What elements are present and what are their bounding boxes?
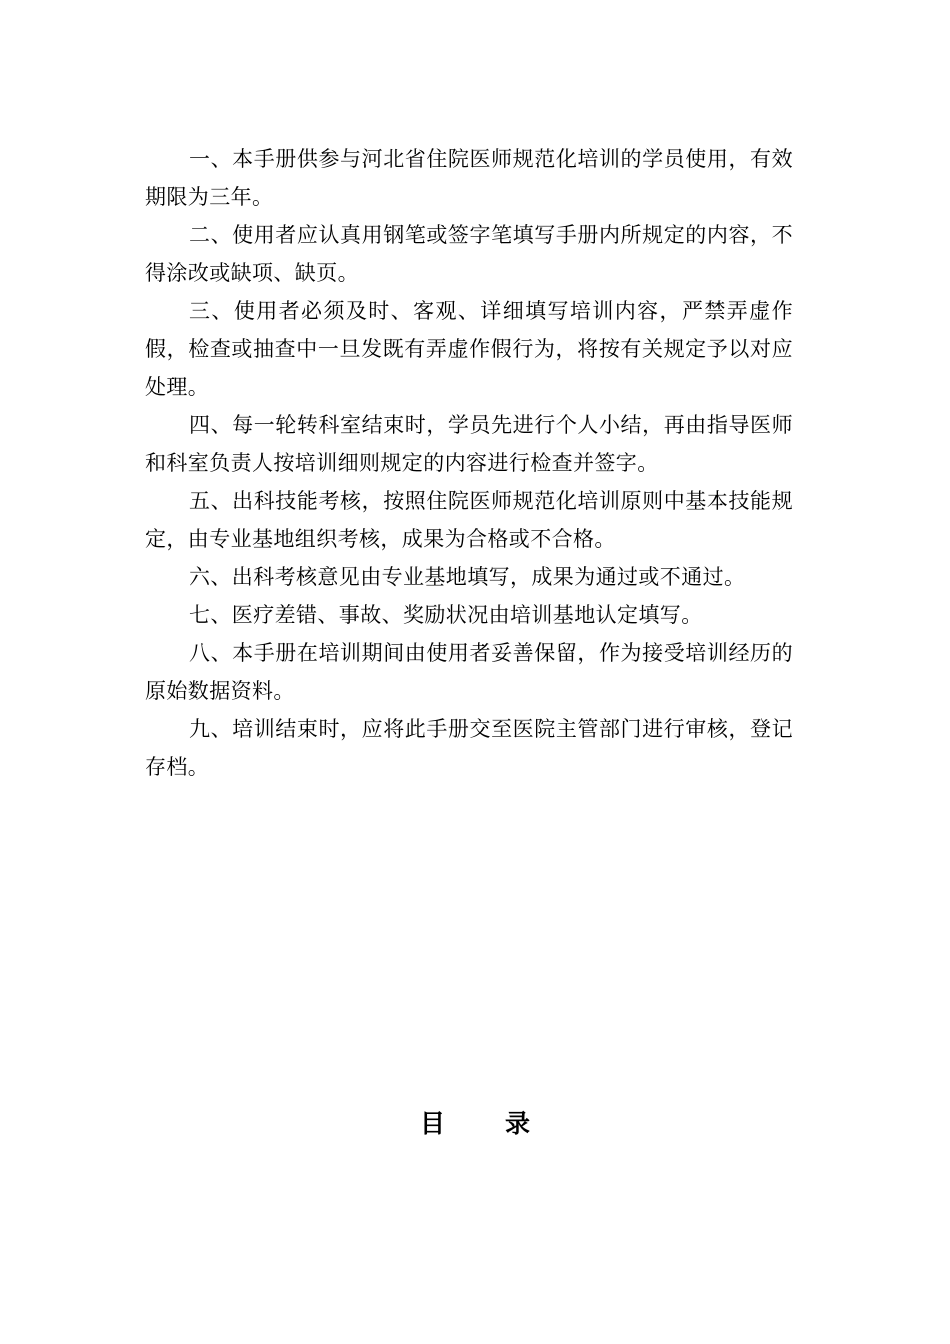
instruction-paragraph-5: 五、出科技能考核，按照住院医师规范化培训原则中基本技能规定，由专业基地组织考核，成果为合格或不合格。: [145, 489, 793, 551]
instruction-paragraph-6: 六、出科考核意见由专业基地填写，成果为通过或不通过。: [189, 565, 746, 589]
table-of-contents-title: 目录: [419, 1109, 590, 1138]
instruction-paragraph-8: 八、本手册在培训期间由使用者妥善保留，作为接受培训经历的原始数据资料。: [145, 641, 793, 703]
instruction-paragraph-9: 九、培训结束时，应将此手册交至医院主管部门进行审核，登记存档。: [145, 717, 793, 779]
instruction-paragraph-7: 七、医疗差错、事故、奖励状况由培训基地认定填写。: [189, 603, 703, 627]
instruction-paragraph-3: 三、使用者必须及时、客观、详细填写培训内容，严禁弄虚作假，检查或抽查中一旦发既有弄虚作假行为，将按有关规定予以对应处理。: [145, 299, 793, 399]
instruction-paragraph-2: 二、使用者应认真用钢笔或签字笔填写手册内所规定的内容，不得涂改或缺项、缺页。: [145, 223, 793, 285]
instruction-paragraph-4: 四、每一轮转科室结束时，学员先进行个人小结，再由指导医师和科室负责人按培训细则规定的内容进行检查并签字。: [145, 413, 793, 475]
instruction-paragraph-1: 一、本手册供参与河北省住院医师规范化培训的学员使用，有效期限为三年。: [145, 147, 793, 209]
usage-instructions: [145, 140, 793, 786]
